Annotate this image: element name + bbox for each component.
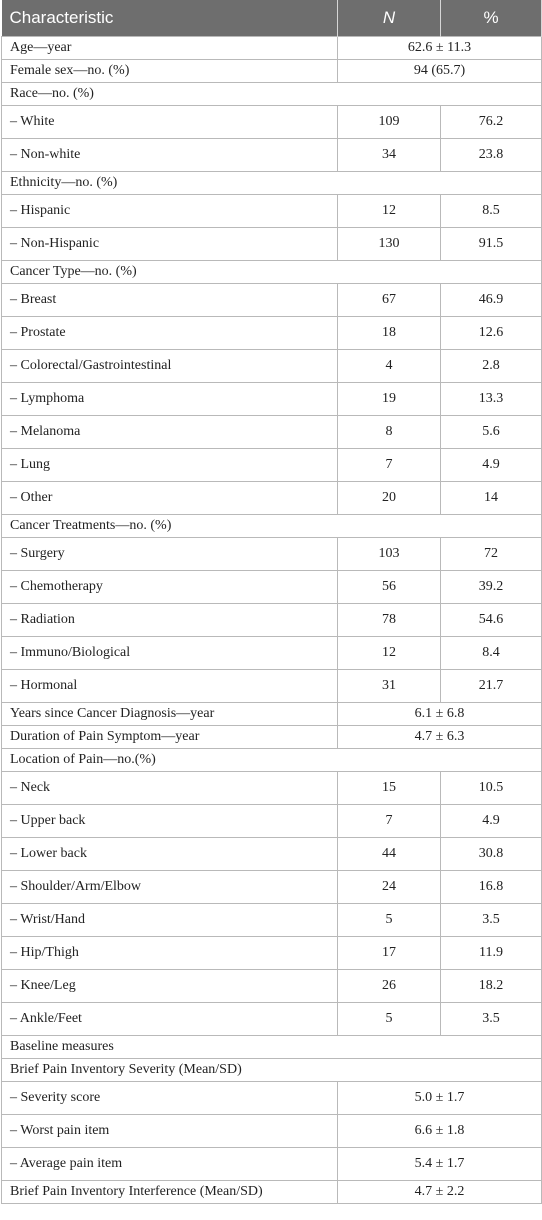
row-n: 5 xyxy=(338,904,441,937)
row-percent: 91.5 xyxy=(441,228,542,261)
row-percent: 12.6 xyxy=(441,317,542,350)
table-row xyxy=(2,261,542,284)
row-percent: 2.8 xyxy=(441,350,542,383)
row-n: 109 xyxy=(338,106,441,139)
table-row xyxy=(2,749,542,772)
table-row xyxy=(2,670,542,703)
table-row xyxy=(2,416,542,449)
row-n: 7 xyxy=(338,805,441,838)
row-n: 130 xyxy=(338,228,441,261)
row-label: – Colorectal/Gastrointestinal xyxy=(2,350,338,383)
table-row xyxy=(2,449,542,482)
row-percent: 5.6 xyxy=(441,416,542,449)
table-row xyxy=(2,515,542,538)
table-row xyxy=(2,106,542,139)
table-row xyxy=(2,284,542,317)
row-label: – Melanoma xyxy=(2,416,338,449)
row-percent: 54.6 xyxy=(441,604,542,637)
table-row xyxy=(2,317,542,350)
row-n: 15 xyxy=(338,772,441,805)
table-row xyxy=(2,538,542,571)
row-label: – Severity score xyxy=(2,1082,338,1115)
table-row xyxy=(2,604,542,637)
row-n: 12 xyxy=(338,195,441,228)
table-row xyxy=(2,726,542,749)
table-row xyxy=(2,1059,542,1082)
row-n: 31 xyxy=(338,670,441,703)
row-percent: 76.2 xyxy=(441,106,542,139)
row-n: 19 xyxy=(338,383,441,416)
table-row xyxy=(2,172,542,195)
row-label: Years since Cancer Diagnosis—year xyxy=(2,703,338,726)
table-row xyxy=(2,1148,542,1181)
table-row xyxy=(2,83,542,106)
row-label: – Other xyxy=(2,482,338,515)
row-label: Cancer Treatments—no. (%) xyxy=(2,515,542,538)
row-label: – Lymphoma xyxy=(2,383,338,416)
row-label: – Knee/Leg xyxy=(2,970,338,1003)
row-label: Baseline measures xyxy=(2,1036,542,1059)
table-row xyxy=(2,772,542,805)
row-label: – Upper back xyxy=(2,805,338,838)
row-n: 24 xyxy=(338,871,441,904)
row-label: – Ankle/Feet xyxy=(2,1003,338,1036)
row-label: – Wrist/Hand xyxy=(2,904,338,937)
table-row xyxy=(2,1082,542,1115)
row-value: 5.4 ± 1.7 xyxy=(338,1148,542,1181)
row-label: – Average pain item xyxy=(2,1148,338,1181)
row-label: Location of Pain—no.(%) xyxy=(2,749,542,772)
table-body xyxy=(2,37,542,1204)
row-label: Brief Pain Inventory Interference (Mean/SD) xyxy=(2,1181,338,1204)
row-label: – Non-white xyxy=(2,139,338,172)
row-value: 62.6 ± 11.3 xyxy=(338,37,542,60)
row-n: 5 xyxy=(338,1003,441,1036)
row-percent: 8.5 xyxy=(441,195,542,228)
row-label: – Lower back xyxy=(2,838,338,871)
table-row xyxy=(2,637,542,670)
table-row xyxy=(2,571,542,604)
row-percent: 8.4 xyxy=(441,637,542,670)
row-percent: 16.8 xyxy=(441,871,542,904)
row-n: 8 xyxy=(338,416,441,449)
row-percent: 3.5 xyxy=(441,904,542,937)
row-label: Ethnicity—no. (%) xyxy=(2,172,542,195)
row-percent: 13.3 xyxy=(441,383,542,416)
row-n: 12 xyxy=(338,637,441,670)
header-percent: % xyxy=(441,0,542,37)
row-percent: 23.8 xyxy=(441,139,542,172)
table-row xyxy=(2,60,542,83)
row-n: 56 xyxy=(338,571,441,604)
row-label: – Hip/Thigh xyxy=(2,937,338,970)
row-n: 78 xyxy=(338,604,441,637)
characteristics-table xyxy=(1,0,542,1204)
table-row xyxy=(2,482,542,515)
table-row xyxy=(2,904,542,937)
row-label: Female sex—no. (%) xyxy=(2,60,338,83)
row-n: 7 xyxy=(338,449,441,482)
row-label: – Immuno/Biological xyxy=(2,637,338,670)
row-label: – Hispanic xyxy=(2,195,338,228)
header-n: N xyxy=(338,0,441,37)
table-row xyxy=(2,703,542,726)
row-percent: 18.2 xyxy=(441,970,542,1003)
row-percent: 14 xyxy=(441,482,542,515)
row-percent: 3.5 xyxy=(441,1003,542,1036)
row-value: 94 (65.7) xyxy=(338,60,542,83)
table-row xyxy=(2,139,542,172)
row-label: – Worst pain item xyxy=(2,1115,338,1148)
row-n: 103 xyxy=(338,538,441,571)
row-label: – Hormonal xyxy=(2,670,338,703)
table-row xyxy=(2,195,542,228)
row-n: 67 xyxy=(338,284,441,317)
row-percent: 72 xyxy=(441,538,542,571)
table-row xyxy=(2,228,542,261)
header-characteristic: Characteristic xyxy=(2,0,338,37)
table-row xyxy=(2,805,542,838)
row-percent: 21.7 xyxy=(441,670,542,703)
row-label: Duration of Pain Symptom—year xyxy=(2,726,338,749)
table-row xyxy=(2,350,542,383)
row-label: – Radiation xyxy=(2,604,338,637)
row-label: – Neck xyxy=(2,772,338,805)
table-row xyxy=(2,838,542,871)
row-value: 5.0 ± 1.7 xyxy=(338,1082,542,1115)
row-n: 17 xyxy=(338,937,441,970)
row-label: – Lung xyxy=(2,449,338,482)
row-label: – White xyxy=(2,106,338,139)
row-label: – Breast xyxy=(2,284,338,317)
row-percent: 46.9 xyxy=(441,284,542,317)
row-label: Race—no. (%) xyxy=(2,83,542,106)
table-row xyxy=(2,871,542,904)
row-label: Age—year xyxy=(2,37,338,60)
row-label: – Chemotherapy xyxy=(2,571,338,604)
row-value: 4.7 ± 6.3 xyxy=(338,726,542,749)
row-percent: 39.2 xyxy=(441,571,542,604)
row-label: Brief Pain Inventory Severity (Mean/SD) xyxy=(2,1059,542,1082)
table-row xyxy=(2,383,542,416)
table-row xyxy=(2,1003,542,1036)
row-label: – Non-Hispanic xyxy=(2,228,338,261)
row-n: 34 xyxy=(338,139,441,172)
header-row xyxy=(2,0,542,37)
table-row xyxy=(2,937,542,970)
row-label: – Shoulder/Arm/Elbow xyxy=(2,871,338,904)
row-percent: 11.9 xyxy=(441,937,542,970)
row-label: – Prostate xyxy=(2,317,338,350)
row-percent: 4.9 xyxy=(441,449,542,482)
row-label: Cancer Type—no. (%) xyxy=(2,261,542,284)
row-value: 4.7 ± 2.2 xyxy=(338,1181,542,1204)
row-n: 26 xyxy=(338,970,441,1003)
table-row xyxy=(2,970,542,1003)
row-label: – Surgery xyxy=(2,538,338,571)
row-n: 4 xyxy=(338,350,441,383)
row-n: 44 xyxy=(338,838,441,871)
row-percent: 30.8 xyxy=(441,838,542,871)
row-value: 6.1 ± 6.8 xyxy=(338,703,542,726)
row-value: 6.6 ± 1.8 xyxy=(338,1115,542,1148)
table-row xyxy=(2,1115,542,1148)
row-n: 18 xyxy=(338,317,441,350)
row-n: 20 xyxy=(338,482,441,515)
table-row xyxy=(2,1036,542,1059)
row-percent: 4.9 xyxy=(441,805,542,838)
table-row xyxy=(2,37,542,60)
table-row xyxy=(2,1181,542,1204)
row-percent: 10.5 xyxy=(441,772,542,805)
